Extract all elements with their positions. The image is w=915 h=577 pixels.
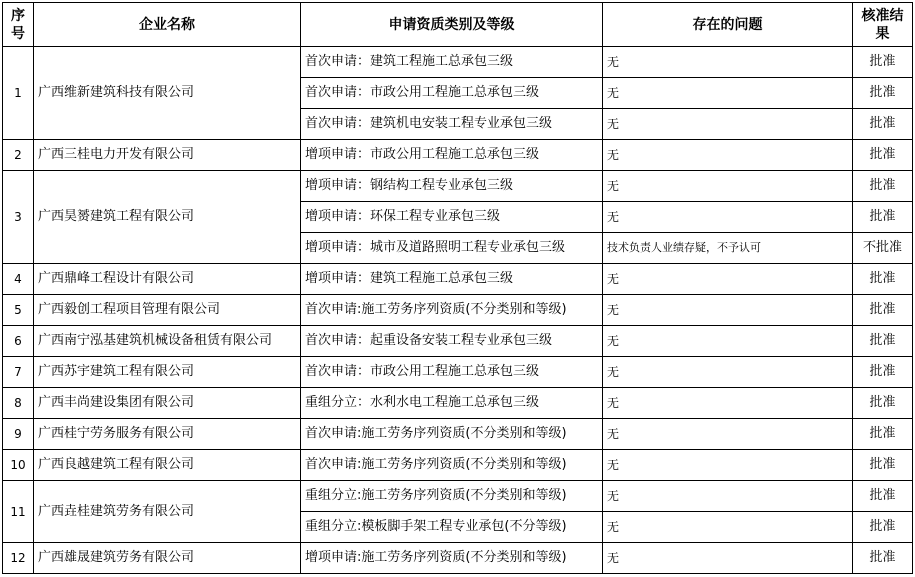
cell-application: 增项申请:施工劳务序列资质(不分类别和等级) — [301, 543, 603, 574]
cell-result: 批准 — [853, 388, 913, 419]
header-application: 申请资质类别及等级 — [301, 3, 603, 47]
cell-application: 重组分立:施工劳务序列资质(不分类别和等级) — [301, 481, 603, 512]
cell-company: 广西苏宇建筑工程有限公司 — [34, 357, 301, 388]
cell-application: 增项申请：城市及道路照明工程专业承包三级 — [301, 233, 603, 264]
table-row — [3, 47, 913, 78]
cell-seq: 1 — [3, 47, 34, 140]
cell-seq: 3 — [3, 171, 34, 264]
cell-problem: 无 — [603, 419, 853, 450]
cell-application: 首次申请：建筑工程施工总承包三级 — [301, 47, 603, 78]
cell-seq: 4 — [3, 264, 34, 295]
table-body — [3, 47, 913, 574]
table-row — [3, 326, 913, 357]
cell-seq: 10 — [3, 450, 34, 481]
header-row — [3, 3, 913, 47]
cell-company: 广西雄晟建筑劳务有限公司 — [34, 543, 301, 574]
header-problem: 存在的问题 — [603, 3, 853, 47]
cell-result: 批准 — [853, 264, 913, 295]
table-row — [3, 388, 913, 419]
table-row — [3, 264, 913, 295]
cell-seq: 8 — [3, 388, 34, 419]
cell-seq: 9 — [3, 419, 34, 450]
cell-problem: 无 — [603, 481, 853, 512]
header-seq: 序号 — [3, 3, 34, 47]
table-row — [3, 171, 913, 202]
cell-application: 增项申请：环保工程专业承包三级 — [301, 202, 603, 233]
cell-company: 广西毅创工程项目管理有限公司 — [34, 295, 301, 326]
cell-result: 批准 — [853, 109, 913, 140]
cell-result: 批准 — [853, 78, 913, 109]
cell-seq: 6 — [3, 326, 34, 357]
cell-result: 批准 — [853, 543, 913, 574]
cell-company: 广西桂宁劳务服务有限公司 — [34, 419, 301, 450]
cell-company: 广西丰尚建设集团有限公司 — [34, 388, 301, 419]
cell-problem: 无 — [603, 357, 853, 388]
cell-result: 批准 — [853, 140, 913, 171]
cell-result: 批准 — [853, 171, 913, 202]
cell-seq: 2 — [3, 140, 34, 171]
cell-application: 增项申请：钢结构工程专业承包三级 — [301, 171, 603, 202]
cell-company: 广西垚桂建筑劳务有限公司 — [34, 481, 301, 543]
cell-problem: 无 — [603, 171, 853, 202]
cell-application: 首次申请：建筑机电安装工程专业承包三级 — [301, 109, 603, 140]
cell-problem: 无 — [603, 202, 853, 233]
cell-result: 批准 — [853, 295, 913, 326]
table-row — [3, 419, 913, 450]
cell-problem: 无 — [603, 326, 853, 357]
cell-company: 广西良越建筑工程有限公司 — [34, 450, 301, 481]
cell-result: 批准 — [853, 481, 913, 512]
cell-application: 增项申请：市政公用工程施工总承包三级 — [301, 140, 603, 171]
cell-application: 首次申请：起重设备安装工程专业承包三级 — [301, 326, 603, 357]
cell-application: 重组分立:模板脚手架工程专业承包(不分等级) — [301, 512, 603, 543]
cell-company: 广西鼎峰工程设计有限公司 — [34, 264, 301, 295]
cell-result: 批准 — [853, 419, 913, 450]
cell-problem: 无 — [603, 264, 853, 295]
cell-problem: 无 — [603, 388, 853, 419]
table-row — [3, 481, 913, 512]
cell-application: 增项申请：建筑工程施工总承包三级 — [301, 264, 603, 295]
cell-company: 广西维新建筑科技有限公司 — [34, 47, 301, 140]
cell-application: 首次申请：市政公用工程施工总承包三级 — [301, 78, 603, 109]
cell-company: 广西昊赟建筑工程有限公司 — [34, 171, 301, 264]
cell-company: 广西三桂电力开发有限公司 — [34, 140, 301, 171]
header-result: 核准结果 — [853, 3, 913, 47]
header-company: 企业名称 — [34, 3, 301, 47]
cell-problem: 无 — [603, 47, 853, 78]
cell-result: 批准 — [853, 202, 913, 233]
cell-application: 重组分立：水利水电工程施工总承包三级 — [301, 388, 603, 419]
cell-problem: 无 — [603, 543, 853, 574]
approval-table — [2, 2, 913, 574]
cell-seq: 11 — [3, 481, 34, 543]
cell-application: 首次申请:施工劳务序列资质(不分类别和等级) — [301, 419, 603, 450]
cell-application: 首次申请:施工劳务序列资质(不分类别和等级) — [301, 295, 603, 326]
cell-seq: 12 — [3, 543, 34, 574]
table-row — [3, 450, 913, 481]
cell-application: 首次申请:施工劳务序列资质(不分类别和等级) — [301, 450, 603, 481]
cell-problem: 技术负责人业绩存疑，不予认可 — [603, 233, 853, 264]
cell-application: 首次申请：市政公用工程施工总承包三级 — [301, 357, 603, 388]
cell-problem: 无 — [603, 295, 853, 326]
cell-result: 批准 — [853, 357, 913, 388]
cell-problem: 无 — [603, 140, 853, 171]
cell-company: 广西南宁泓基建筑机械设备租赁有限公司 — [34, 326, 301, 357]
cell-result: 批准 — [853, 512, 913, 543]
cell-problem: 无 — [603, 78, 853, 109]
cell-seq: 5 — [3, 295, 34, 326]
cell-result: 批准 — [853, 450, 913, 481]
table-row — [3, 357, 913, 388]
cell-seq: 7 — [3, 357, 34, 388]
cell-problem: 无 — [603, 109, 853, 140]
table-row — [3, 140, 913, 171]
table-row — [3, 295, 913, 326]
cell-problem: 无 — [603, 512, 853, 543]
cell-problem: 无 — [603, 450, 853, 481]
cell-result: 批准 — [853, 326, 913, 357]
table-row — [3, 543, 913, 574]
cell-result: 不批准 — [853, 233, 913, 264]
cell-result: 批准 — [853, 47, 913, 78]
